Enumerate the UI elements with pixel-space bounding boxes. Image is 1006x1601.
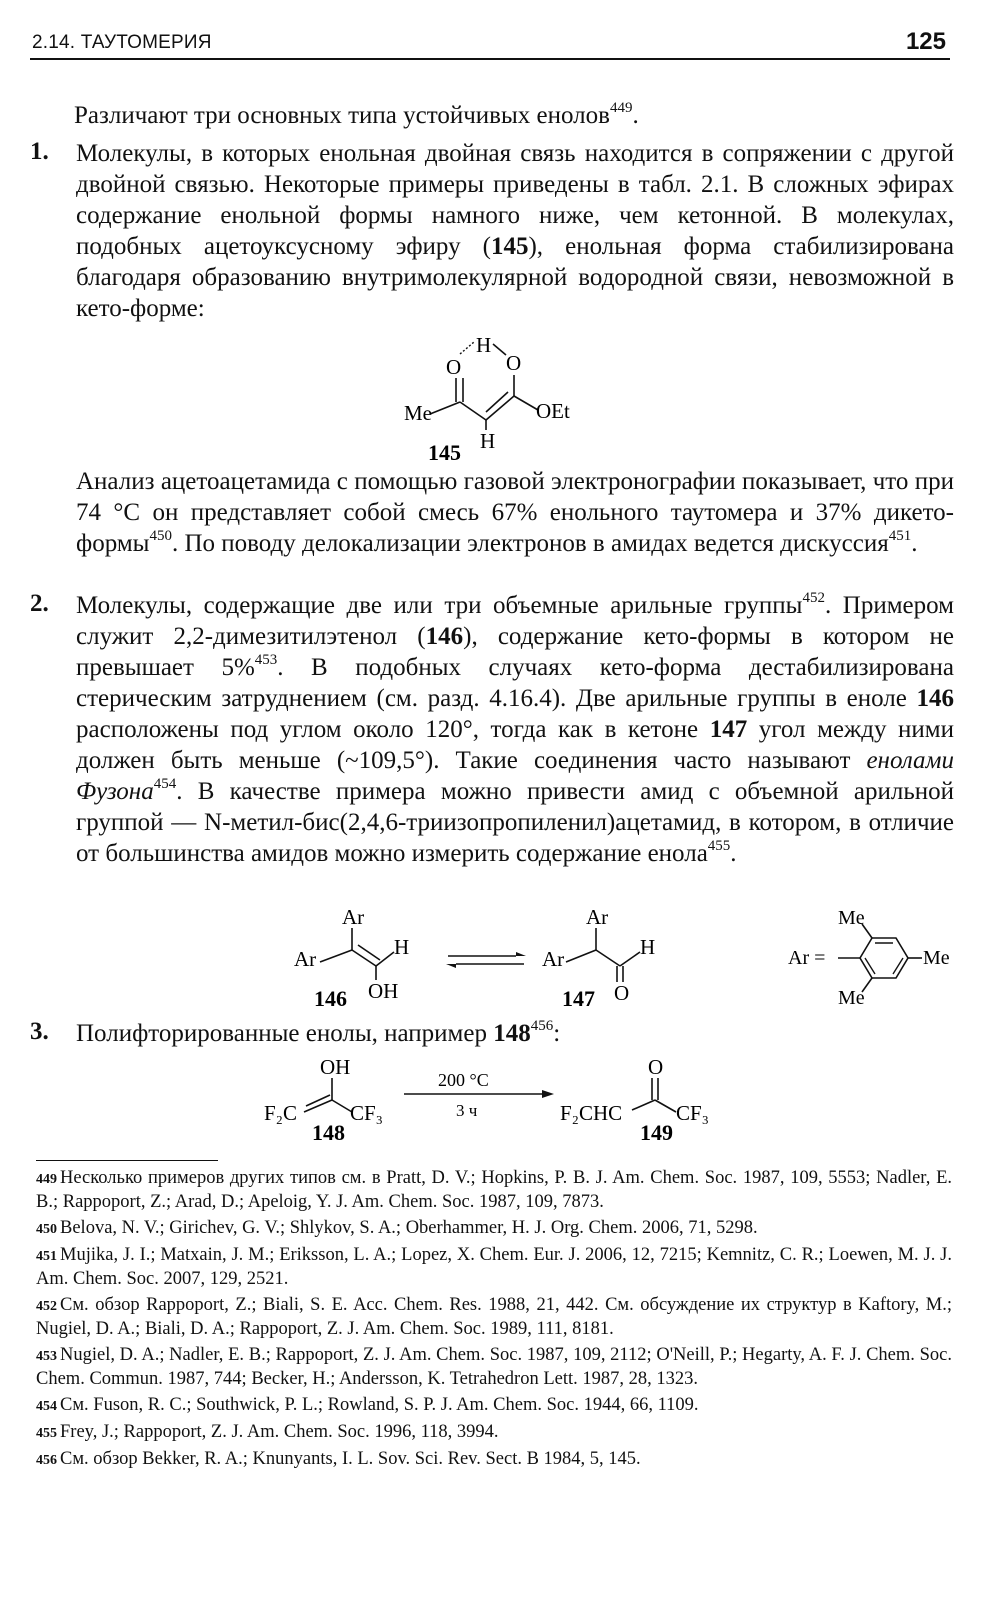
ref-452[interactable]: 452	[802, 589, 825, 606]
ref-449[interactable]: 449	[609, 99, 633, 116]
condition-temp: 200 °C	[438, 1070, 489, 1090]
footnote-450: 450 Belova, N. V.; Girichev, G. V.; Shlykov, S. A.; Oberhammer, H. J. Org. Chem. 2006, 71, 5298.	[36, 1218, 758, 1238]
ar-top-146: Ar	[342, 905, 365, 929]
page-number: 125	[905, 28, 946, 55]
compound-label-149: 149	[640, 1120, 673, 1145]
compound-label-147: 147	[562, 986, 595, 1011]
item-3-text: Полифторированные енолы, например $148^{456}$:	[76, 1017, 561, 1047]
compound-ref-146: 146	[425, 623, 464, 650]
scheme-148-149	[260, 1052, 760, 1148]
footnote-455: 455 Frey, J.; Rappoport, Z. J. Am. Chem. Soc. 1996, 118, 3994.	[36, 1422, 499, 1442]
footnote-451: 451 Mujika, J. I.; Matxain, J. M.; Eriksson, L. A.; Lopez, X. Chem. Eur. J. 2006, 12, 7215; Kemnitz, C. R.; Loewen, M. J. J. Am. Chem. Soc. 2007, 129, 2521.	[36, 1245, 952, 1289]
ar-left-147: Ar	[542, 947, 565, 971]
ref-454[interactable]: 454	[153, 775, 177, 792]
oh-148: OH	[320, 1055, 351, 1079]
ref-455[interactable]: 455	[707, 837, 731, 854]
footnote-454: 454 См. Fuson, R. C.; Southwick, P. L.; Rowland, S. P. J. Am. Chem. Soc. 1944, 66, 1109.	[36, 1395, 699, 1415]
item-1-continuation: Анализ ацетоацетамида с помощью газовой электронографии показывает, что при 74 °С он представляет собой смесь 67% енольного таутомера и 37% дикето-формы$^{450}$. По поводу делокализации электронов в амидах ведется дискуссия$^{451}$.	[76, 468, 954, 557]
o-149: O	[648, 1055, 664, 1079]
atom-H: H	[476, 333, 492, 357]
compound-ref-147: 147	[709, 716, 748, 743]
cf3-149: CF₃	[676, 1101, 710, 1125]
atom-O1: O	[446, 355, 462, 379]
o-147: O	[614, 981, 630, 1005]
me-bottom: Me	[838, 987, 865, 1009]
list-item-1	[30, 138, 954, 324]
ref-453[interactable]: 453	[254, 651, 278, 668]
f2chc-149: F₂CHC	[560, 1101, 623, 1125]
footnotes	[36, 1167, 952, 1475]
compound-ref-146b: 146	[916, 685, 954, 712]
item-number: 3.	[30, 1018, 49, 1045]
ar-left-146: Ar	[294, 947, 317, 971]
footnote-rule	[36, 1160, 218, 1161]
compound-label-148: 148	[312, 1120, 345, 1145]
cf3-148: CF₃	[350, 1101, 384, 1125]
list-item-2	[30, 590, 954, 869]
h-146: H	[394, 935, 410, 959]
section-title: 2.14. ТАУТОМЕРИЯ	[32, 32, 212, 53]
compound-label-145: 145	[428, 440, 461, 465]
ar-top-147: Ar	[586, 905, 609, 929]
footnote-452: 452 См. обзор Rappoport, Z.; Biali, S. E. Acc. Chem. Res. 1988, 21, 442. См. обсуждение их структур в Kaftory, M.; Nugiel, D. A.; Biali, D. A.; Rappoport, Z. J. Am. Chem. Soc. 1989, 111, 8181.	[36, 1295, 952, 1339]
h-147: H	[640, 935, 656, 959]
atom-H2: H	[480, 429, 496, 453]
condition-time: 3 ч	[456, 1101, 478, 1120]
compound-label-146: 146	[314, 986, 347, 1011]
running-header	[30, 28, 950, 60]
structure-145	[380, 330, 620, 470]
item-1-text: Молекулы, в которых енольная двойная связь находится в сопряжении с другой двойной связью. Некоторые примеры приведены в табл. 2.1. В сложных эфирах содержание енольной формы намного ниже, чем кетонной. В молекулах, подобных ацетоуксусному эфиру (145), енольная форма стабилизирована благодаря образованию внутримолекулярной водородной связи, невозможной в кето-форме:	[76, 140, 954, 322]
scheme-146-147	[280, 900, 970, 1015]
item-number: 2.	[30, 590, 49, 617]
term-fuson-enols: енолами Фузона	[76, 747, 954, 805]
oh-146: OH	[368, 979, 399, 1003]
footnote-456: 456 См. обзор Bekker, R. A.; Knunyants, I. L. Sov. Sci. Rev. Sect. B 1984, 5, 145.	[36, 1449, 641, 1469]
ar-definition: Ar =	[788, 947, 826, 969]
me-right: Me	[923, 947, 950, 969]
item-2-text: Молекулы, содержащие две или три объемные арильные группы$^{452}$. Примером служит 2,2-димезитилэтенол (146), содержание кето-формы в котором не превышает 5%$^{453}$. В подобных случаях кето-форма дестабилизирована стерическим затруднением (см. разд. 4.16.4). Две арильные группы в еноле 146 расположены под углом около 120°, тогда как в кетоне 147 угол между ними должен быть меньше (~109,5°). Такие соединения часто называют енолами Фузона$^{454}$. В качестве примера можно привести амид с объемной арильной группой — N-метил-бис(2,4,6-триизопропиленил)ацетамид, в котором, в отличие от большинства амидов можно измерить содержание енола$^{455}$.	[76, 589, 955, 867]
footnote-453: 453 Nugiel, D. A.; Nadler, E. B.; Rappoport, Z. J. Am. Chem. Soc. 1987, 109, 2112; O'Neill, P.; Hegarty, A. F. J. Chem. Soc. Chem. Commun. 1987, 744; Becker, H.; Andersson, K. Tetrahedron Lett. 1987, 28, 1323.	[36, 1345, 952, 1389]
ref-456[interactable]: 456	[530, 1017, 554, 1034]
f2c-148: F₂C	[264, 1101, 298, 1125]
group-OEt: OEt	[536, 399, 570, 423]
item-number: 1.	[30, 138, 49, 165]
ref-450[interactable]: 450	[149, 527, 172, 544]
me-top: Me	[838, 907, 865, 929]
list-item-3	[30, 1018, 954, 1049]
atom-O2: O	[506, 351, 522, 375]
compound-ref-148: 148	[493, 1020, 531, 1047]
footnote-449: 449 Несколько примеров других типов см. в Pratt, D. V.; Hopkins, P. B. J. Am. Chem. Soc. 1987, 109, 5553; Nadler, E. B.; Rappoport, Z.; Arad, D.; Apeloig, Y. J. Am. Chem. Soc. 1987, 109, 7873.	[36, 1168, 952, 1212]
intro-paragraph: Различают три основных типа устойчивых енолов$^{449}$.	[74, 99, 639, 129]
compound-ref-145: 145	[490, 233, 529, 260]
group-Me: Me	[404, 401, 432, 425]
ref-451[interactable]: 451	[888, 527, 912, 544]
